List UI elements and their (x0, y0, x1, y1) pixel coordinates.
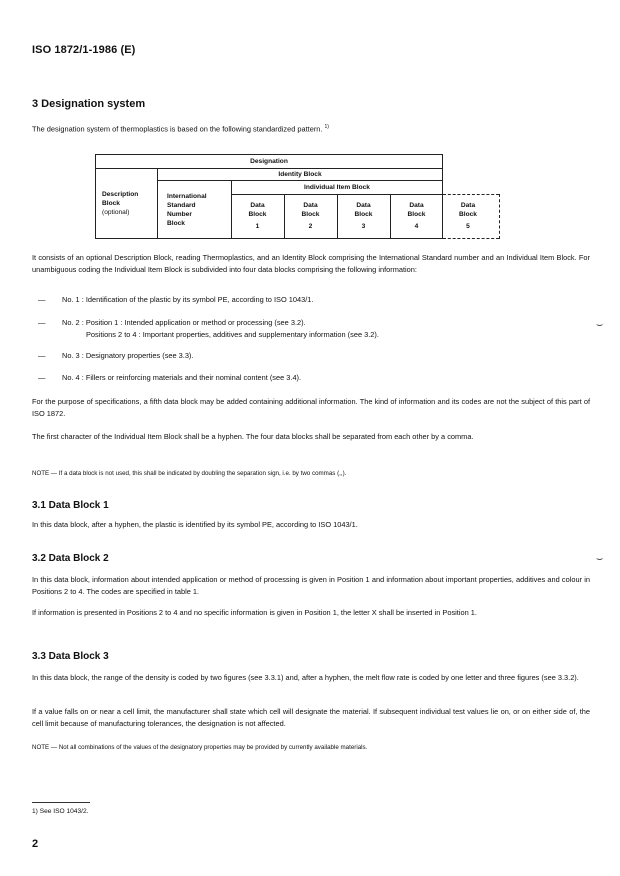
list-dash: — (38, 373, 46, 382)
list-item (32, 350, 592, 364)
block-label: Block (459, 211, 477, 218)
list-item (32, 294, 592, 308)
block-number: 1 (255, 223, 260, 230)
list-item-text: No. 4 : Fillers or reinforcing materials and their nominal content (see 3.4). (62, 373, 302, 382)
data-block-4 (390, 201, 443, 231)
list-item-text: No. 2 : Position 1 : Intended application or method or processing (see 3.2). (62, 318, 306, 327)
footnote-divider (32, 802, 90, 803)
intl-line: Block (167, 220, 185, 227)
dashed-line (499, 194, 500, 239)
desc-line: (optional) (102, 209, 130, 216)
data-block-2 (284, 201, 337, 231)
block-number: 5 (466, 223, 470, 230)
block-label: Block (354, 211, 373, 218)
consists-paragraph: It consists of an optional Description Block, reading Thermoplastics, and an Identity Block comprising the International Standard number and an Individual Item Block. For unambiguous coding the Individual Item Block is subdivided into four data blocks comprising the following information: (32, 253, 590, 274)
data-block-5 (443, 201, 493, 231)
data-label: Data (303, 202, 318, 209)
page-number: 2 (32, 838, 39, 850)
section-3-3-heading: 3.3 Data Block 3 (32, 651, 109, 662)
fifth-block-paragraph: For the purpose of specifications, a fifth data block may be added containing additional information. The kind of information and its codes are not the subject of this part of ISO 1872. (32, 397, 590, 418)
description-block-label (102, 190, 138, 217)
list-item (32, 317, 592, 343)
list-item-text: No. 3 : Designatory properties (see 3.3). (62, 351, 194, 360)
note-separation: NOTE — If a data block is not used, this shall be indicated by doubling the separation sign, i.e. by two commas (,,). (32, 470, 347, 477)
international-block-label (167, 192, 207, 228)
document-header: ISO 1872/1-1986 (E) (32, 44, 136, 56)
block-label: Block (248, 211, 267, 218)
first-character-paragraph: The first character of the Individual Item Block shall be a hyphen. The four data blocks shall be separated from each other by a comma. (32, 432, 474, 441)
block-number: 4 (414, 223, 419, 230)
row-line (157, 180, 443, 181)
designation-label: Designation (250, 158, 288, 165)
designation-table (95, 154, 520, 239)
data-block-3 (337, 201, 390, 231)
section-3-1-heading: 3.1 Data Block 1 (32, 500, 109, 511)
intro-text: The designation system of thermoplastics is based on the following standardized pattern. (32, 124, 323, 134)
list-item-text: Positions 2 to 4 : Important properties, additives and supplementary information (see 3.2). (86, 330, 379, 339)
list-item-text: No. 1 : Identification of the plastic by its symbol PE, according to ISO 1043/1. (62, 295, 314, 304)
section-3-2-heading: 3.2 Data Block 2 (32, 553, 109, 564)
desc-line: Block (102, 200, 120, 207)
desc-line: Description (102, 191, 139, 198)
row-line (95, 168, 443, 169)
block-number: 2 (308, 223, 313, 230)
intl-line: Standard (167, 202, 196, 209)
margin-mark: ⌣ (596, 319, 604, 331)
identity-block-label: Identity Block (278, 171, 322, 178)
footnote-ref[interactable]: 1) (324, 124, 329, 130)
list-dash: — (38, 351, 46, 360)
intl-line: Number (167, 211, 192, 218)
data-label: Data (356, 202, 371, 209)
margin-mark: ⌣ (596, 553, 604, 565)
section-3-intro (32, 121, 590, 135)
section-3-heading: 3 Designation system (32, 98, 146, 110)
section-3-3-text-1: In this data block, the range of the density is coded by two figures (see 3.3.1) and, after a hyphen, the melt flow rate is coded by one letter and three figures (see 3.3.2). (32, 673, 579, 682)
data-label: Data (409, 202, 424, 209)
list-item (32, 372, 592, 386)
section-3-2-text-2: If information is presented in Positions 2 to 4 and no specific information is given in Position 1, the letter X shall be inserted in Position 1. (32, 608, 477, 617)
intl-line: International (167, 193, 207, 200)
dashed-line (443, 194, 499, 195)
note-combinations: NOTE — Not all combinations of the values of the designatory properties may be provided by currently available materials. (32, 744, 368, 751)
dashed-line (443, 238, 499, 239)
section-3-2-text-1: In this data block, information about intended application or method of processing is given in Position 1 and information about important properties, additives and colour in Positions 2 to 4. The codes are specified in table 1. (32, 575, 590, 596)
list-dash: — (38, 318, 46, 327)
data-block-1 (231, 201, 284, 231)
individual-item-block-label: Individual Item Block (304, 184, 370, 191)
block-label: Block (407, 211, 426, 218)
block-number: 3 (361, 223, 366, 230)
section-3-1-text: In this data block, after a hyphen, the plastic is identified by its symbol PE, according to ISO 1043/1. (32, 520, 358, 529)
section-3-3-text-2: If a value falls on or near a cell limit, the manufacturer shall state which cell will designate the material. If subsequent individual test values lie on, or on either side of, the cell limit because of manufacturing tolerances, the designation is not affected. (32, 707, 590, 728)
data-label: Data (460, 202, 476, 209)
data-label: Data (250, 202, 265, 209)
block-label: Block (301, 211, 320, 218)
list-dash: — (38, 295, 46, 304)
footnote: 1) See ISO 1043/2. (32, 808, 89, 815)
